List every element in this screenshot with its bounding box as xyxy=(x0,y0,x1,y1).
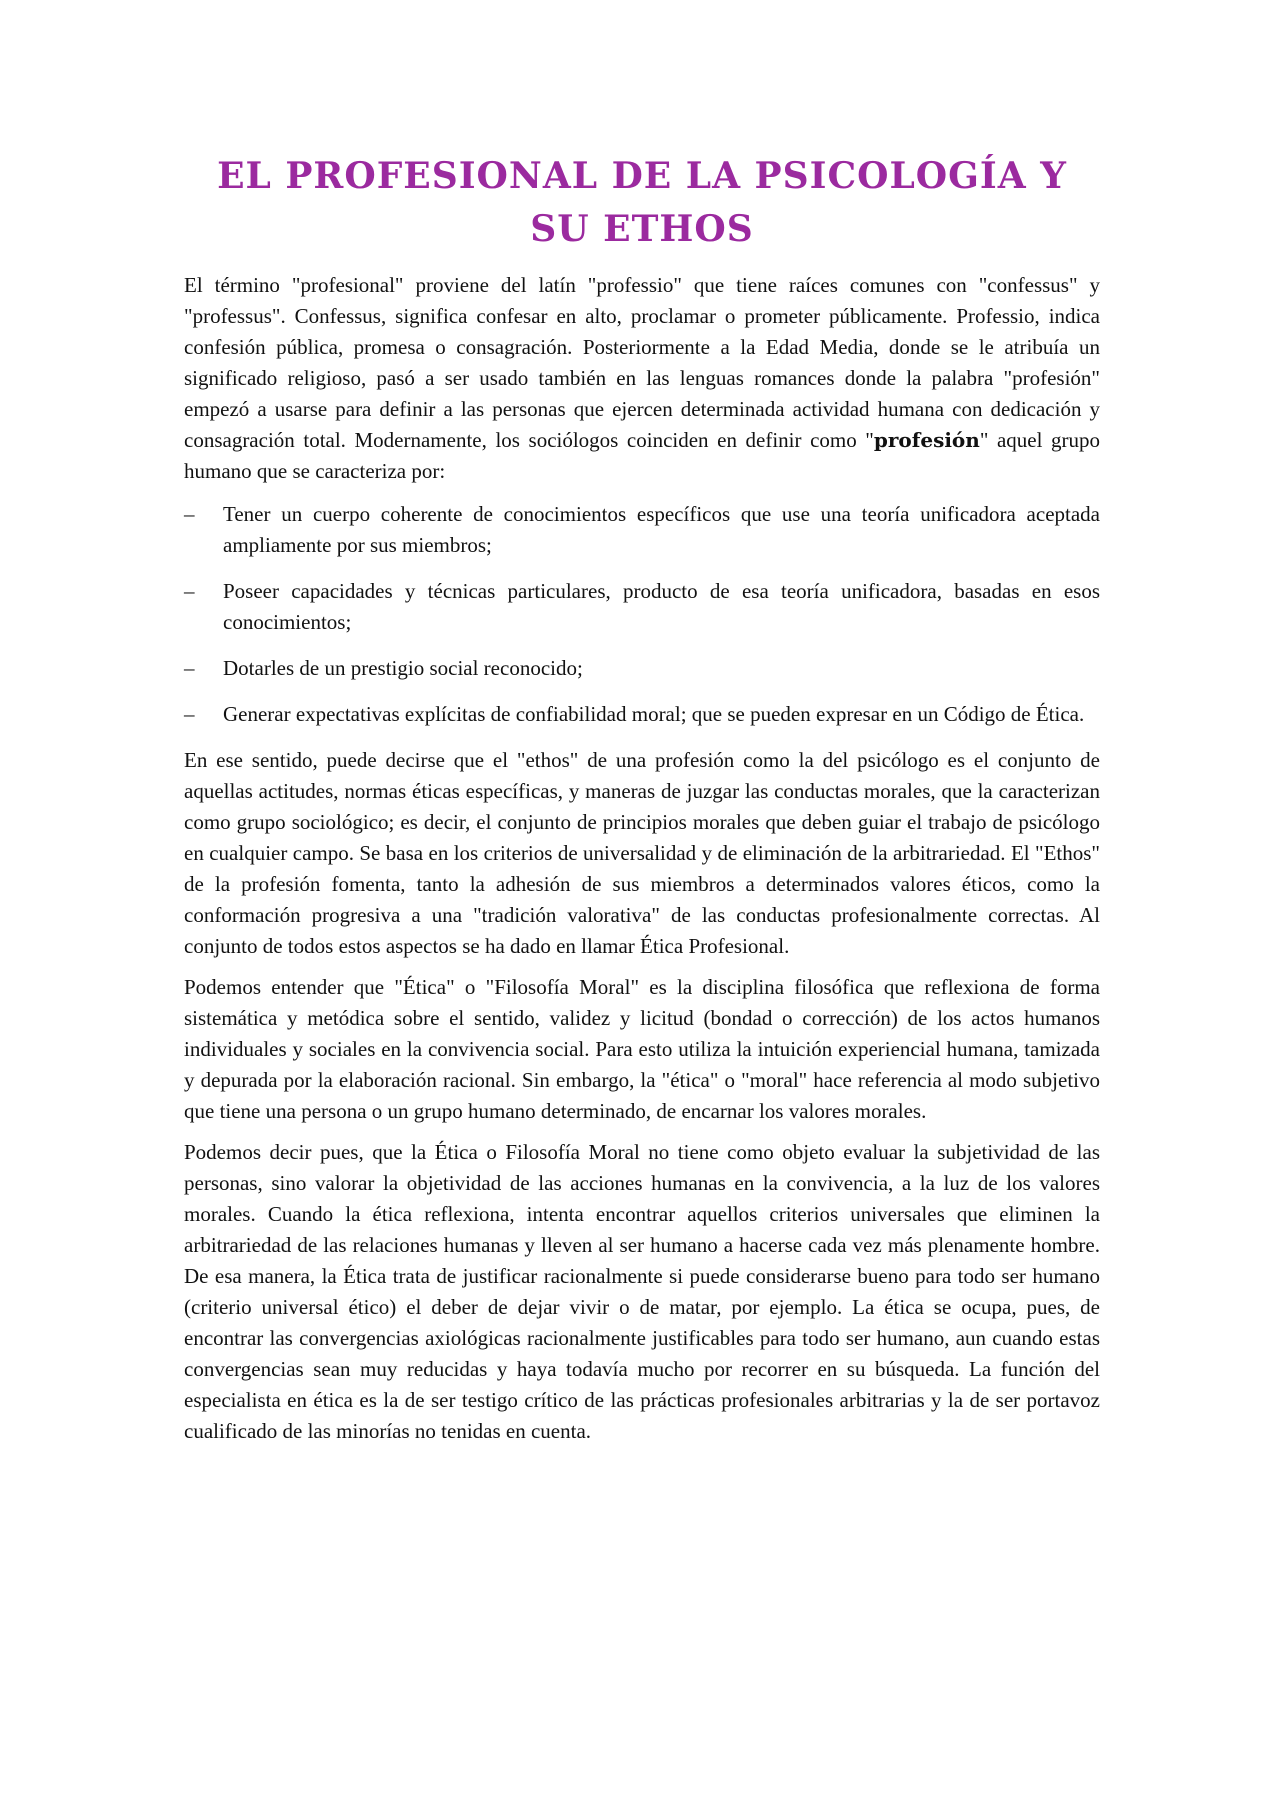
title-line-1: EL PROFESIONAL DE LA PSICOLOGÍA Y xyxy=(217,155,1067,197)
dash-bullet: – xyxy=(184,579,195,603)
bold-term-profesion: profesión xyxy=(873,428,980,452)
dash-bullet: – xyxy=(184,656,195,680)
list-item xyxy=(184,653,1100,684)
intro-paragraph xyxy=(184,270,1100,487)
list-item-text: Poseer capacidades y técnicas particulares, producto de esa teoría unificadora, basadas en esos conocimientos; xyxy=(223,579,1100,634)
ethics-definition-paragraph: Podemos entender que "Ética" o "Filosofía Moral" es la disciplina filosófica que reflexiona de forma sistemática y metódica sobre el sentido, validez y licitud (bondad o corrección) de los actos humanos individuales y sociales en la convivencia social. Para esto utiliza la intuición experiencial humana, tamizada y depurada por la elaboración racional. Sin embargo, la "ética" o "moral" hace referencia al modo subjetivo que tiene una persona o un grupo humano determinado, de encarnar los valores morales. xyxy=(184,975,1100,1123)
characteristics-list xyxy=(184,499,1100,730)
list-item xyxy=(184,499,1100,561)
list-item-text: Tener un cuerpo coherente de conocimientos específicos que use una teoría unificadora aceptada ampliamente por sus miembros; xyxy=(223,502,1100,557)
title-line-2: SU ETHOS xyxy=(530,208,754,250)
ethos-paragraph: En ese sentido, puede decirse que el "ethos" de una profesión como la del psicólogo es el conjunto de aquellas actitudes, normas éticas específicas, y maneras de juzgar las conductas morales, que la caracterizan como grupo sociológico; es decir, el conjunto de principios morales que deben guiar el trabajo de psicólogo en cualquier campo. Se basa en los criterios de universalidad y de eliminación de la arbitrariedad. El "Ethos" de la profesión fomenta, tanto la adhesión de sus miembros a determinados valores éticos, como la conformación progresiva a una "tradición valorativa" de las conductas profesionalmente correctas. Al conjunto de todos estos aspectos se ha dado en llamar Ética Profesional. xyxy=(184,748,1100,958)
intro-text-end: " aquel grupo humano que se caracteriza por: xyxy=(184,428,1100,483)
list-item-text: Dotarles de un prestigio social reconocido; xyxy=(223,656,583,680)
list-item-text: Generar expectativas explícitas de confiabilidad moral; que se pueden expresar en un Código de Ética. xyxy=(223,702,1085,726)
dash-bullet: – xyxy=(184,502,195,526)
document-page xyxy=(184,150,1100,1457)
document-title xyxy=(184,150,1100,256)
list-item xyxy=(184,576,1100,638)
intro-text-start: El término "profesional" proviene del latín "professio" que tiene raíces comunes con "confessus" y "professus". Confessus, significa confesar en alto, proclamar o prometer públicamente. Professio, indica confesión pública, promesa o consagración. Posteriormente a la Edad Media, donde se le atribuía un significado religioso, pasó a ser usado también en las lenguas romances donde la palabra "profesión" empezó a usarse para definir a las personas que ejercen determinada actividad humana con dedicación y consagración total. Modernamente, los sociólogos coinciden en definir como " xyxy=(184,273,1100,452)
dash-bullet: – xyxy=(184,702,195,726)
list-item xyxy=(184,699,1100,730)
ethics-objective-paragraph: Podemos decir pues, que la Ética o Filosofía Moral no tiene como objeto evaluar la subjetividad de las personas, sino valorar la objetividad de las acciones humanas en la convivencia, a la luz de los valores morales. Cuando la ética reflexiona, intenta encontrar aquellos criterios universales que eliminen la arbitrariedad de las relaciones humanas y lleven al ser humano a hacerse cada vez más plenamente hombre. De esa manera, la Ética trata de justificar racionalmente si puede considerarse bueno para todo ser humano (criterio universal ético) el deber de dejar vivir o de matar, por ejemplo. La ética se ocupa, pues, de encontrar las convergencias axiológicas racionalmente justificables para todo ser humano, aun cuando estas convergencias sean muy reducidas y haya todavía mucho por recorrer en su búsqueda. La función del especialista en ética es la de ser testigo crítico de las prácticas profesionales arbitrarias y la de ser portavoz cualificado de las minorías no tenidas en cuenta. xyxy=(184,1140,1100,1443)
